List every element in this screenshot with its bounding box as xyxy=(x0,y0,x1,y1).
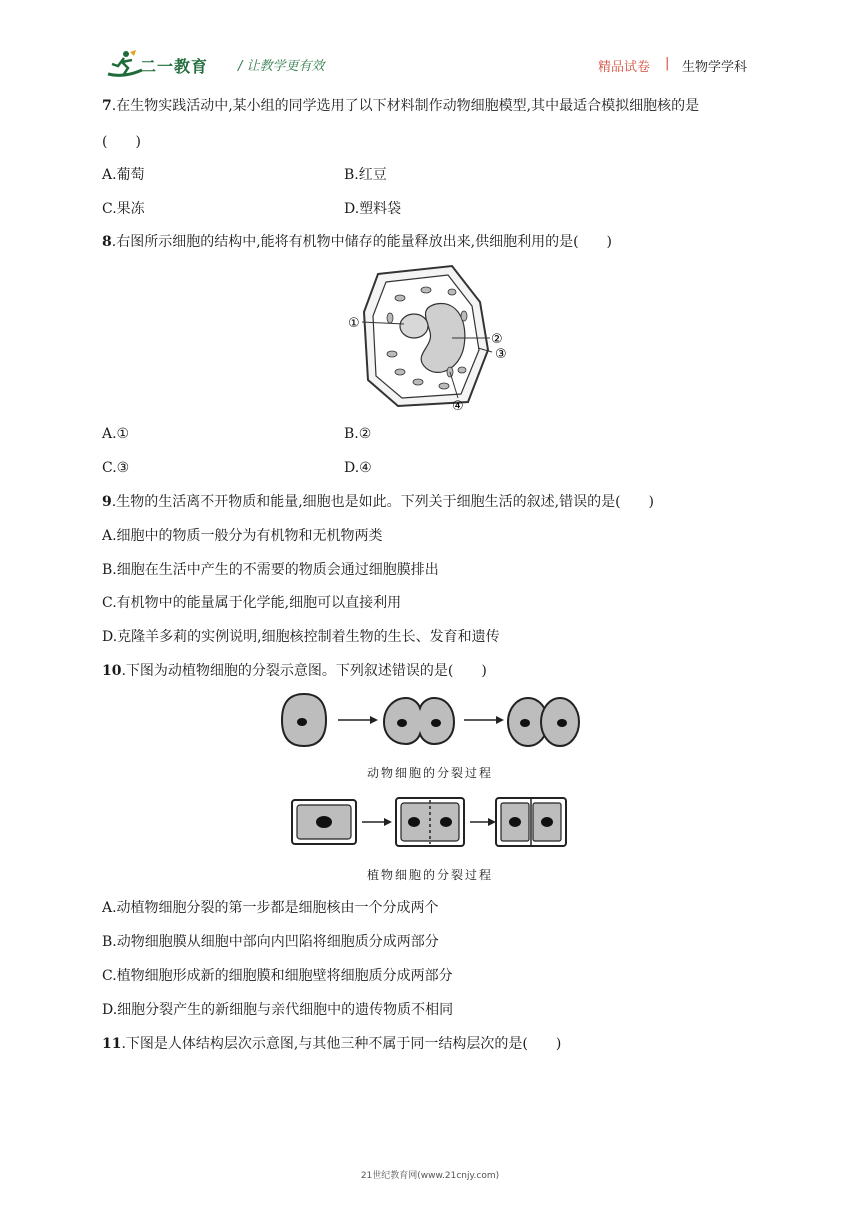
q7-option-d: D.塑料袋 xyxy=(344,201,402,217)
question-9: 9.生物的生活离不开物质和能量,细胞也是如此。下列关于细胞生活的叙述,错误的是( ) xyxy=(102,494,655,510)
footer: 21世纪教育网(www.21cnjy.com) xyxy=(360,1171,500,1181)
question-7: 7.在生物实践活动中,某小组的同学选用了以下材料制作动物细胞模型,其中最适合模拟细胞核的是 xyxy=(102,98,700,114)
q9-option-b: B.细胞在生活中产生的不需要的物质会通过细胞膜排出 xyxy=(102,562,439,578)
question-8: 8.右图所示细胞的结构中,能将有机物中储存的能量释放出来,供细胞利用的是( ) xyxy=(102,234,613,250)
header-separator: | xyxy=(665,56,670,71)
label-1: ① xyxy=(348,316,360,331)
header-subject: 生物学学科 xyxy=(682,60,748,75)
q8-option-b: B.② xyxy=(344,426,372,442)
slogan: / 让教学更有效 xyxy=(238,59,325,74)
label-3: ③ xyxy=(495,347,507,362)
header-label: 精品试卷 xyxy=(598,60,651,75)
q9-option-d: D.克隆羊多莉的实例说明,细胞核控制着生物的生长、发育和遗传 xyxy=(102,629,500,645)
q9-option-a: A.细胞中的物质一般分为有机物和无机物两类 xyxy=(102,528,383,544)
q7-blank: ( ) xyxy=(102,134,141,150)
question-10: 10.下图为动植物细胞的分裂示意图。下列叙述错误的是( ) xyxy=(102,663,487,679)
question-11: 11.下图是人体结构层次示意图,与其他三种不属于同一结构层次的是( ) xyxy=(102,1036,562,1052)
q10-option-a: A.动植物细胞分裂的第一步都是细胞核由一个分成两个 xyxy=(102,900,439,916)
q10-option-b: B.动物细胞膜从细胞中部向内凹陷将细胞质分成两部分 xyxy=(102,934,439,950)
q7-option-c: C.果冻 xyxy=(102,201,145,217)
label-2: ② xyxy=(491,332,503,347)
brand-name: 二一教育 xyxy=(140,57,209,76)
label-4: ④ xyxy=(452,399,464,412)
plant-cell-division-diagram xyxy=(288,794,570,850)
q7-option-b: B.红豆 xyxy=(344,167,387,183)
q10-option-c: C.植物细胞形成新的细胞膜和细胞壁将细胞质分成两部分 xyxy=(102,968,453,984)
q8-option-d: D.④ xyxy=(344,460,372,476)
q10-option-d: D.细胞分裂产生的新细胞与亲代细胞中的遗传物质不相同 xyxy=(102,1002,454,1018)
plant-cell-diagram xyxy=(340,262,520,412)
q8-option-a: A.① xyxy=(102,426,130,442)
animal-cell-division-diagram xyxy=(278,690,584,750)
q7-option-a: A.葡萄 xyxy=(102,167,145,183)
q9-option-c: C.有机物中的能量属于化学能,细胞可以直接利用 xyxy=(102,595,402,611)
q8-option-c: C.③ xyxy=(102,460,130,476)
animal-caption: 动物细胞的分裂过程 xyxy=(366,766,493,780)
plant-caption: 植物细胞的分裂过程 xyxy=(366,868,493,882)
